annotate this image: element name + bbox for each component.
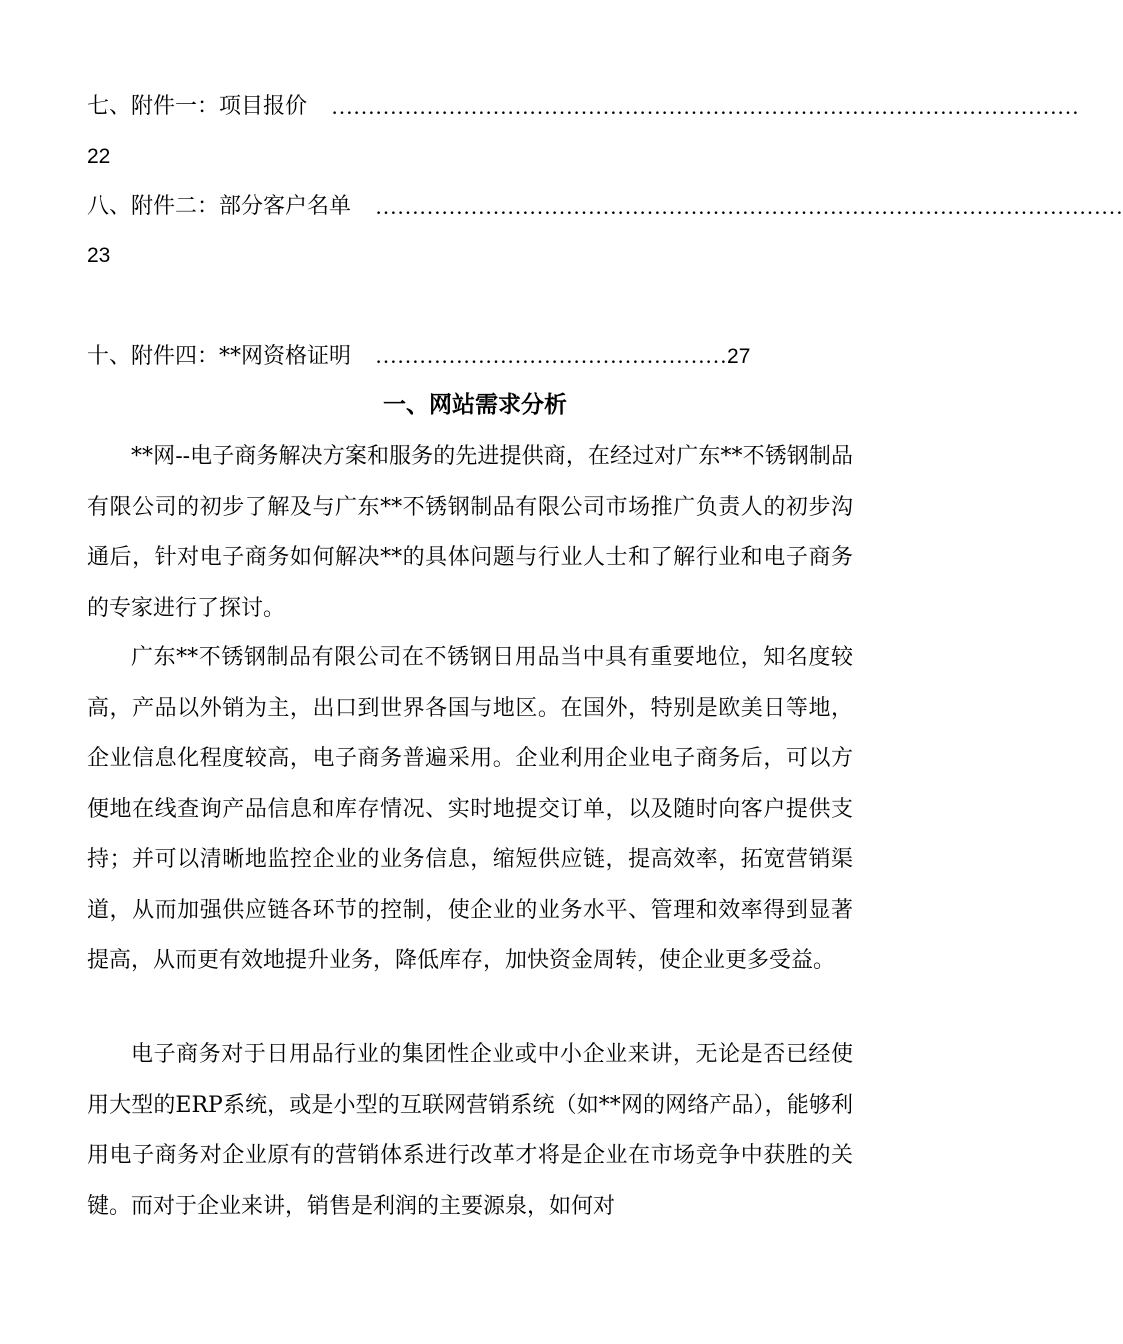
- toc-entry-label: 八、附件二：部分客户名单: [87, 194, 352, 219]
- toc-entry-page-number: 27: [727, 345, 751, 368]
- toc-entry-page-number: 22: [87, 145, 111, 168]
- toc-leader-dots: …………………………………………………………………………………………: [375, 194, 1123, 219]
- toc-leader-dots: …………………………………………………………………………………………: [331, 94, 1080, 119]
- body-paragraph-3: 电子商务对于日用品行业的集团性企业或中小企业来讲，无论是否已经使用大型的ERP系统，或是小型的互联网营销系统（如**网的网络产品），能够利用电子商务对企业原有的营销体系进行改革才将是企业在市场竞争中获胜的关键。而对于企业来讲，销售是利润的主要源泉，如何对: [87, 1042, 853, 1219]
- toc-entry-page-number: 23: [87, 244, 111, 267]
- toc-leader-dots: …………………………………………: [375, 343, 728, 368]
- toc-entry-appendix-2[interactable]: [87, 192, 1123, 222]
- toc-entry-appendix-4[interactable]: [87, 341, 750, 372]
- body-paragraph-1: **网--电子商务解决方案和服务的先进提供商，在经过对广东**不锈钢制品有限公司的初步了解及与广东**不锈钢制品有限公司市场推广负责人的初步沟通后，针对电子商务如何解决**的具体问题与行业人士和了解行业和电子商务的专家进行了探讨。: [87, 444, 853, 621]
- body-paragraph-2: 广东**不锈钢制品有限公司在不锈钢日用品当中具有重要地位，知名度较高，产品以外销为主，出口到世界各国与地区。在国外，特别是欧美日等地，企业信息化程度较高，电子商务普遍采用。企业利用企业电子商务后，可以方便地在线查询产品信息和库存情况、实时地提交订单，以及随时向客户提供支持；并可以清晰地监控企业的业务信息，缩短供应链，提高效率，拓宽营销渠道，从而加强供应链各环节的控制，使企业的业务水平、管理和效率得到显著提高，从而更有效地提升业务，降低库存，加快资金周转，使企业更多受益。: [87, 645, 853, 973]
- section-heading: 一、网站需求分析: [383, 392, 567, 418]
- toc-entry-label: 七、附件一：项目报价: [87, 94, 308, 119]
- toc-entry-label: 十、附件四：**网资格证明: [87, 344, 352, 369]
- toc-entry-appendix-1[interactable]: [87, 92, 1080, 122]
